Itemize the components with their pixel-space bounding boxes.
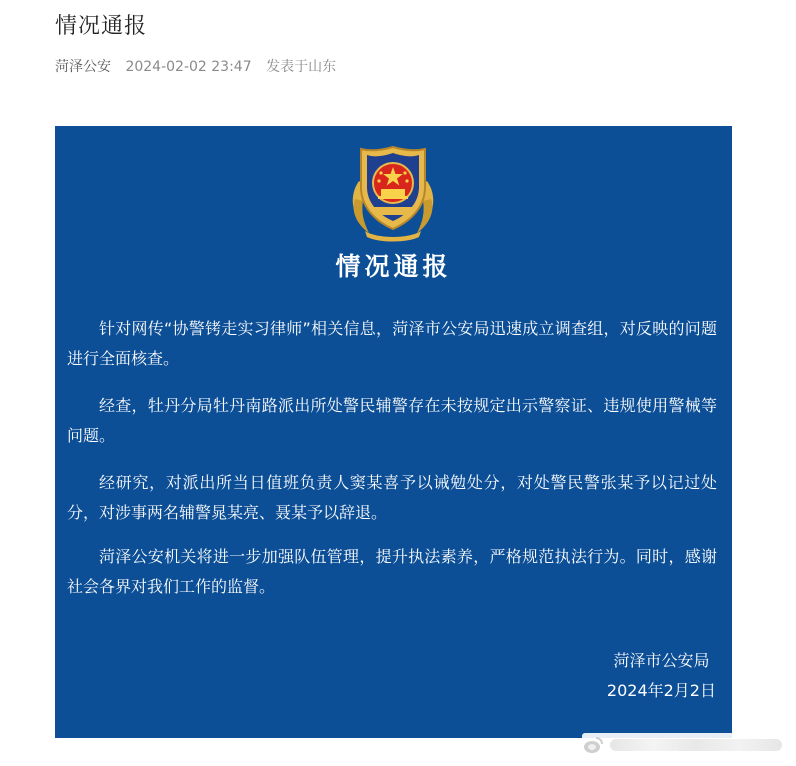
notice-paragraph: 经研究，对派出所当日值班负责人窦某喜予以诫勉处分，对处警民警张某予以记过处分，对涉事两名辅警晁某亮、聂某予以辞退。 [67,473,717,522]
post-location: 发表于山东 [266,59,337,75]
signature-org: 菏泽市公安局 [613,651,710,670]
weibo-watermark-icon [582,734,604,756]
post-meta [55,58,336,76]
notice-title: 情况通报 [335,252,452,281]
post-title: 情况通报 [55,14,148,39]
weibo-watermark [582,733,788,757]
watermark-blurred-text [610,739,782,751]
notice-paragraph: 经查，牡丹分局牡丹南路派出所处警民辅警存在未按规定出示警察证、违规使用警械等问题。 [67,396,717,445]
post-time: 2024-02-02 23:47 [125,59,252,75]
notice-image [55,126,732,738]
notice-paragraph: 菏泽公安机关将进一步加强队伍管理，提升执法素养，严格规范执法行为。同时，感谢社会各界对我们工作的监督。 [67,547,717,596]
notice-signature [607,646,716,706]
police-emblem-icon [347,143,439,243]
signature-date: 2024年2月2日 [606,681,716,700]
author-name[interactable]: 菏泽公安 [55,59,111,75]
notice-paragraph: 针对网传“协警铐走实习律师”相关信息，菏泽市公安局迅速成立调查组，对反映的问题进行全面核查。 [67,319,717,368]
